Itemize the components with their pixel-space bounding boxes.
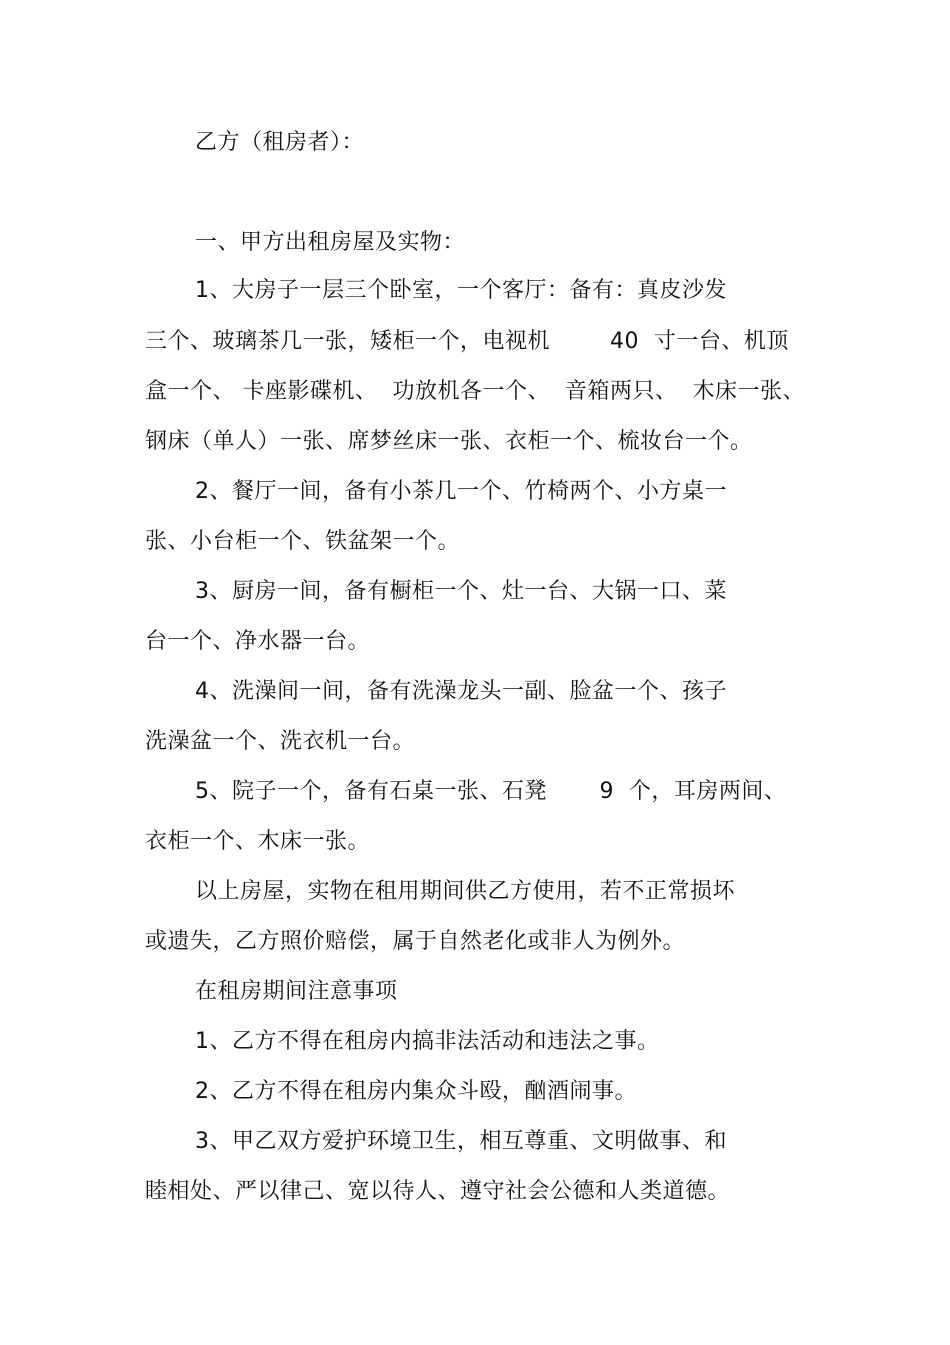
item-3-line-1: 3、厨房一间，备有橱柜一个、灶一台、大锅一口、菜 [195,579,727,604]
item-1-line-4: 钢床（单人）一张、席梦丝床一张、衣柜一个、梳妆台一个。 [145,429,753,454]
item-3-line-2: 台一个、净水器一台。 [145,629,371,654]
item-2-line-2: 张、小台柜一个、铁盆架一个。 [145,529,461,554]
note-1: 1、乙方不得在租房内搞非法活动和违法之事。 [195,1029,660,1054]
compensation-line-1: 以上房屋，实物在租用期间供乙方使用，若不正常损坏 [195,879,736,904]
section-1-heading: 一、甲方出租房屋及实物： [195,230,466,255]
item-1-line-1: 1、大房子一层三个卧室，一个客厅：备有：真皮沙发 [195,278,727,303]
note-3-line-1: 3、甲乙双方爱护环境卫生，相互尊重、文明做事、和 [195,1129,727,1154]
item-1-line-3: 盒一个、 卡座影碟机、 功放机各一个、 音箱两只、 木床一张、 [145,379,805,404]
notes-heading: 在租房期间注意事项 [195,979,398,1004]
item-4-line-1: 4、洗澡间一间，备有洗澡龙头一副、脸盆一个、孩子 [195,679,727,704]
item-5-line-1: 5、院子一个，备有石桌一张、石凳 9 个，耳房两间、 [195,779,787,804]
compensation-line-2: 或遗失，乙方照价赔偿，属于自然老化或非人为例外。 [145,929,686,954]
item-4-line-2: 洗澡盆一个、洗衣机一台。 [145,729,416,754]
note-3-line-2: 睦相处、严以律己、宽以待人、遵守社会公德和人类道德。 [145,1179,731,1204]
note-2: 2、乙方不得在租房内集众斗殴，酗酒闹事。 [195,1079,637,1104]
item-5-line-2: 衣柜一个、木床一张。 [145,829,371,854]
item-1-line-2: 三个、玻璃茶几一张，矮柜一个，电视机 40 寸一台、机顶 [145,329,789,354]
item-2-line-1: 2、餐厅一间，备有小茶几一个、竹椅两个、小方桌一 [195,479,727,504]
party-b-label: 乙方（租房者）： [195,130,365,155]
